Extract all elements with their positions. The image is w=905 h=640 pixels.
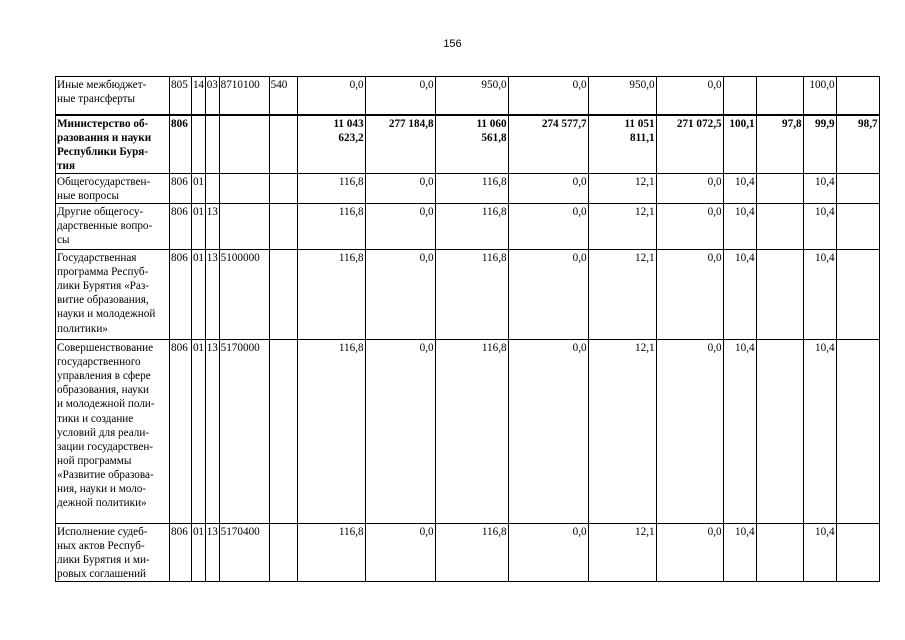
program-name-cell	[56, 204, 170, 250]
value-cell-6: 0,0	[656, 250, 723, 340]
value-cell-2: 0,0	[365, 524, 435, 582]
ved-code-cell: 806	[170, 173, 192, 203]
cell-line: управления в сфере	[57, 370, 151, 383]
value-cell-4: 0,0	[508, 250, 588, 340]
section-code-cell: 01	[192, 250, 206, 340]
value-cell-6: 0,0	[656, 204, 723, 250]
cell-line: 561,8	[481, 131, 507, 144]
percent-cell-1: 10,4	[723, 250, 756, 340]
cell-line: политики»	[57, 322, 108, 335]
value-cell-2: 0,0	[365, 173, 435, 203]
percent-cell-2	[756, 77, 803, 115]
value-cell-5	[588, 115, 656, 174]
cell-line: ные вопросы	[57, 189, 120, 202]
cell-line: Министерство об-	[57, 117, 149, 130]
percent-cell-4	[836, 250, 879, 340]
value-cell-1: 116,8	[297, 340, 365, 524]
table-body	[56, 77, 880, 582]
value-cell-2: 277 184,8	[365, 115, 435, 174]
subsection-code-cell	[205, 173, 219, 203]
value-cell-5: 12,1	[588, 204, 656, 250]
subsection-code-cell: 03	[205, 77, 219, 115]
value-cell-2: 0,0	[365, 204, 435, 250]
section-code-cell: 01	[192, 524, 206, 582]
value-cell-6: 0,0	[656, 340, 723, 524]
cell-line: тия	[57, 159, 75, 172]
percent-cell-3: 10,4	[803, 340, 836, 524]
cell-line: программа Респуб-	[57, 266, 149, 279]
value-cell-3: 116,8	[435, 340, 508, 524]
value-cell-4: 0,0	[508, 77, 588, 115]
subsection-code-cell: 13	[205, 250, 219, 340]
value-cell-2: 0,0	[365, 250, 435, 340]
section-code-cell: 01	[192, 173, 206, 203]
cell-line: витие образования,	[57, 294, 149, 307]
value-cell-1: 116,8	[297, 173, 365, 203]
expense-type-cell: 540	[269, 77, 297, 115]
percent-cell-4: 98,7	[836, 115, 879, 174]
cell-line: лики Бурятия и ми-	[57, 554, 150, 567]
table-row	[56, 204, 880, 250]
program-name-cell	[56, 77, 170, 115]
ved-code-cell: 806	[170, 204, 192, 250]
value-cell-1: 116,8	[297, 204, 365, 250]
subsection-code-cell: 13	[205, 340, 219, 524]
cell-line: науки и молодежной	[57, 308, 156, 321]
program-name-cell	[56, 115, 170, 174]
percent-cell-2	[756, 204, 803, 250]
cell-line: Совершенствование	[57, 342, 154, 355]
value-cell-3: 116,8	[435, 204, 508, 250]
percent-cell-1	[723, 77, 756, 115]
cell-line: 623,2	[338, 131, 364, 144]
value-cell-4: 0,0	[508, 524, 588, 582]
cell-line: 11 051	[624, 117, 655, 130]
percent-cell-3: 10,4	[803, 204, 836, 250]
value-cell-4: 274 577,7	[508, 115, 588, 174]
cell-line: ные трансферты	[57, 93, 136, 106]
subsection-code-cell	[205, 115, 219, 174]
percent-cell-4	[836, 173, 879, 203]
target-article-cell: 5170000	[219, 340, 269, 524]
value-cell-3: 116,8	[435, 173, 508, 203]
cell-line: условий для реали-	[57, 426, 150, 439]
section-code-cell: 01	[192, 204, 206, 250]
value-cell-3	[435, 115, 508, 174]
cell-line: ния, науки и моло-	[57, 483, 147, 495]
ved-code-cell: 806	[170, 115, 192, 174]
percent-cell-4	[836, 204, 879, 250]
cell-line: 11 060	[476, 117, 507, 130]
value-cell-3: 116,8	[435, 250, 508, 340]
cell-line: сы	[57, 234, 70, 247]
percent-cell-3: 99,9	[803, 115, 836, 174]
ved-code-cell: 806	[170, 250, 192, 340]
table-row	[56, 340, 880, 524]
cell-line: 11 043	[333, 117, 364, 130]
table-row	[56, 524, 880, 582]
value-cell-6: 0,0	[656, 77, 723, 115]
value-cell-5: 12,1	[588, 524, 656, 582]
value-cell-5: 950,0	[588, 77, 656, 115]
cell-line: ровых соглашений	[57, 568, 147, 581]
value-cell-1: 0,0	[297, 77, 365, 115]
cell-line: Исполнение судеб-	[57, 526, 148, 539]
table-row	[56, 173, 880, 203]
cell-line: и молодежной поли-	[57, 398, 155, 411]
cell-line: Другие общегосу-	[57, 206, 144, 219]
program-name-cell	[56, 250, 170, 340]
value-cell-5: 12,1	[588, 250, 656, 340]
target-article-cell	[219, 115, 269, 174]
cell-line: 811,1	[630, 131, 655, 144]
cell-line: тики и создание	[57, 412, 134, 425]
value-cell-1	[297, 115, 365, 174]
percent-cell-2	[756, 524, 803, 582]
cell-line: ной программы	[57, 454, 132, 467]
value-cell-4: 0,0	[508, 173, 588, 203]
percent-cell-1: 100,1	[723, 115, 756, 174]
value-cell-5: 12,1	[588, 173, 656, 203]
percent-cell-1: 10,4	[723, 204, 756, 250]
cell-line: разования и науки	[57, 131, 152, 144]
expense-type-cell	[269, 340, 297, 524]
target-article-cell	[219, 173, 269, 203]
ved-code-cell: 806	[170, 340, 192, 524]
section-code-cell: 14	[192, 77, 206, 115]
percent-cell-2: 97,8	[756, 115, 803, 174]
value-cell-6: 271 072,5	[656, 115, 723, 174]
target-article-cell: 5170400	[219, 524, 269, 582]
value-cell-4: 0,0	[508, 204, 588, 250]
cell-line: образования, науки	[57, 384, 150, 397]
cell-line: дарственные вопро-	[57, 220, 153, 233]
percent-cell-1: 10,4	[723, 173, 756, 203]
value-cell-2: 0,0	[365, 77, 435, 115]
value-cell-3: 116,8	[435, 524, 508, 582]
cell-line: Общегосударствен-	[57, 175, 151, 188]
table-row	[56, 115, 880, 174]
percent-cell-4	[836, 340, 879, 524]
value-cell-6: 0,0	[656, 524, 723, 582]
ved-code-cell: 806	[170, 524, 192, 582]
cell-line: Государственная	[57, 252, 137, 265]
cell-line: зации государствен-	[57, 440, 154, 453]
table-row	[56, 77, 880, 115]
percent-cell-4	[836, 524, 879, 582]
budget-table	[55, 76, 880, 582]
ved-code-cell: 805	[170, 77, 192, 115]
value-cell-1: 116,8	[297, 524, 365, 582]
cell-line: Республики Буря-	[57, 145, 149, 158]
target-article-cell	[219, 204, 269, 250]
percent-cell-3: 100,0	[803, 77, 836, 115]
value-cell-5: 12,1	[588, 340, 656, 524]
value-cell-4: 0,0	[508, 340, 588, 524]
percent-cell-4	[836, 77, 879, 115]
percent-cell-2	[756, 340, 803, 524]
cell-line: «Развитие образова-	[57, 468, 154, 481]
expense-type-cell	[269, 524, 297, 582]
cell-line: Иные межбюджет-	[57, 79, 147, 91]
cell-line: государственного	[57, 356, 141, 369]
table-row	[56, 250, 880, 340]
percent-cell-2	[756, 173, 803, 203]
subsection-code-cell: 13	[205, 204, 219, 250]
value-cell-1: 116,8	[297, 250, 365, 340]
value-cell-2: 0,0	[365, 340, 435, 524]
cell-line: дежной политики»	[57, 497, 147, 510]
value-cell-3: 950,0	[435, 77, 508, 115]
percent-cell-3: 10,4	[803, 250, 836, 340]
target-article-cell: 5100000	[219, 250, 269, 340]
percent-cell-2	[756, 250, 803, 340]
percent-cell-1: 10,4	[723, 340, 756, 524]
program-name-cell	[56, 340, 170, 524]
page-number: 156	[443, 38, 462, 50]
value-cell-6: 0,0	[656, 173, 723, 203]
program-name-cell	[56, 524, 170, 582]
program-name-cell	[56, 173, 170, 203]
cell-line: ных актов Респуб-	[57, 540, 145, 553]
percent-cell-3: 10,4	[803, 173, 836, 203]
expense-type-cell	[269, 250, 297, 340]
expense-type-cell	[269, 204, 297, 250]
cell-line: лики Бурятия «Раз-	[57, 280, 150, 293]
subsection-code-cell: 13	[205, 524, 219, 582]
target-article-cell: 8710100	[219, 77, 269, 115]
expense-type-cell	[269, 115, 297, 174]
section-code-cell: 01	[192, 340, 206, 524]
expense-type-cell	[269, 173, 297, 203]
percent-cell-3: 10,4	[803, 524, 836, 582]
section-code-cell	[192, 115, 206, 174]
percent-cell-1: 10,4	[723, 524, 756, 582]
